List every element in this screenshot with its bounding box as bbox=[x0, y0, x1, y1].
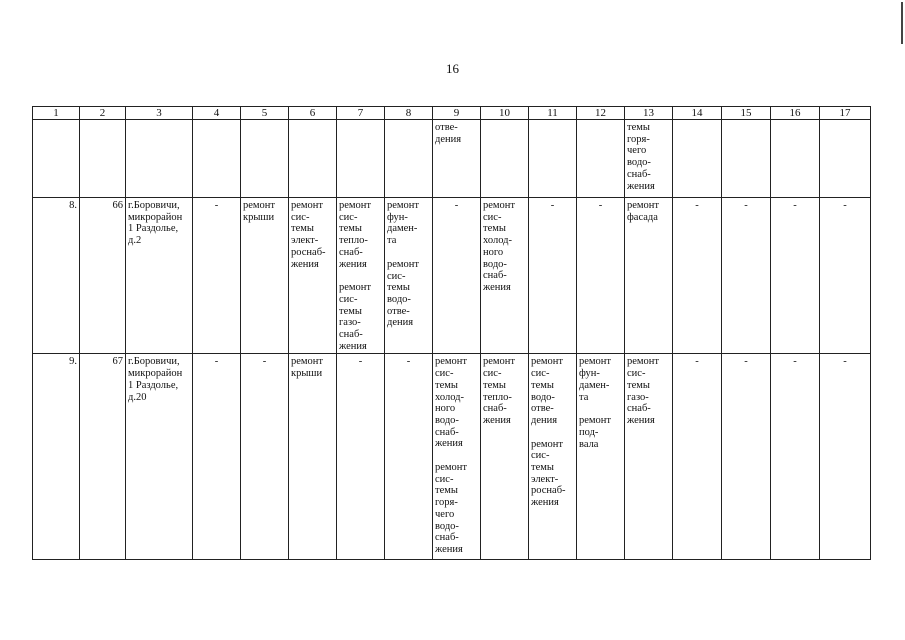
column-header: 14 bbox=[673, 107, 722, 120]
table-cell bbox=[33, 120, 80, 198]
cell-text-line: жения bbox=[339, 258, 367, 270]
table-cell bbox=[433, 354, 481, 560]
table-cell bbox=[625, 354, 673, 560]
cell-text-line: ремонт bbox=[291, 200, 324, 211]
cell-text-line: горя- bbox=[435, 497, 458, 509]
cell-text-block bbox=[627, 200, 670, 223]
column-header: 15 bbox=[722, 107, 771, 120]
table-cell bbox=[771, 120, 820, 198]
cell-text-block bbox=[387, 200, 430, 247]
cell-text-line: элект- bbox=[291, 235, 319, 247]
cell-text-line: сис- bbox=[339, 211, 358, 223]
cell-text-block bbox=[435, 200, 478, 212]
cell-text-line: водо- bbox=[627, 157, 651, 169]
cell-text-block bbox=[339, 200, 382, 270]
cell-text-line: роснаб- bbox=[291, 246, 326, 258]
cell-text-block bbox=[128, 356, 190, 403]
cell-text-line: - bbox=[695, 356, 699, 368]
cell-text-line: дамен- bbox=[387, 223, 418, 235]
table-cell bbox=[241, 120, 289, 198]
cell-text-line: горя- bbox=[627, 133, 650, 145]
cell-text-line: ремонт bbox=[531, 356, 564, 368]
cell-text-line: жения bbox=[483, 414, 511, 426]
cell-text-block bbox=[435, 462, 478, 556]
cell-text-line: сис- bbox=[435, 368, 454, 380]
cell-text-line: сис- bbox=[435, 473, 454, 485]
cell-text-line: газо- bbox=[339, 317, 361, 329]
table-row bbox=[33, 198, 871, 354]
cell-text-line: та bbox=[579, 391, 589, 403]
column-header: 8 bbox=[385, 107, 433, 120]
cell-text-line: темы bbox=[627, 122, 650, 133]
table-cell bbox=[337, 120, 385, 198]
cell-text-line: жения bbox=[483, 281, 511, 293]
cell-text-block bbox=[579, 415, 622, 450]
cell-text-line: - bbox=[843, 356, 847, 368]
table-cell bbox=[433, 198, 481, 354]
table-cell bbox=[577, 198, 625, 354]
table-cell bbox=[673, 198, 722, 354]
cell-text-line: ремонт bbox=[483, 356, 516, 368]
table-cell bbox=[385, 354, 433, 560]
cell-text-line: чего bbox=[435, 508, 455, 520]
column-header: 13 bbox=[625, 107, 673, 120]
table-cell bbox=[193, 198, 241, 354]
cell-text-line: чего bbox=[627, 145, 647, 157]
table-cell bbox=[625, 120, 673, 198]
table-cell bbox=[529, 354, 577, 560]
cell-text-line: - bbox=[843, 200, 847, 211]
cell-text-line: г.Боровичи, bbox=[128, 200, 180, 211]
cell-text-line: крыши bbox=[291, 368, 323, 380]
table-cell bbox=[385, 198, 433, 354]
cell-text-line: темы bbox=[531, 462, 554, 474]
column-header: 5 bbox=[241, 107, 289, 120]
table-cell bbox=[80, 198, 126, 354]
table-cell bbox=[820, 120, 871, 198]
cell-text-line: жения bbox=[435, 543, 463, 555]
table-cell bbox=[193, 354, 241, 560]
cell-text-line: 9. bbox=[69, 356, 77, 368]
cell-text-line: водо- bbox=[435, 414, 459, 426]
cell-text-line: дамен- bbox=[579, 379, 610, 391]
cell-text-block bbox=[35, 200, 77, 212]
cell-text-line: ного bbox=[435, 403, 456, 415]
cell-text-line: жения bbox=[627, 414, 655, 426]
column-header: 12 bbox=[577, 107, 625, 120]
cell-text-line: дения bbox=[531, 414, 558, 426]
table-cell bbox=[722, 120, 771, 198]
cell-text-line: под- bbox=[579, 426, 599, 438]
table-cell bbox=[722, 198, 771, 354]
cell-text-line: - bbox=[406, 356, 411, 368]
column-header: 9 bbox=[433, 107, 481, 120]
cell-text-line: водо- bbox=[387, 293, 411, 305]
cell-text-block bbox=[82, 200, 123, 212]
cell-text-block bbox=[387, 259, 430, 329]
table-cell bbox=[80, 354, 126, 560]
table-cell bbox=[385, 120, 433, 198]
cell-text-line: водо- bbox=[483, 258, 507, 270]
cell-text-line: 67 bbox=[112, 356, 123, 368]
table-cell bbox=[241, 354, 289, 560]
cell-text-block bbox=[675, 356, 719, 368]
cell-text-line: ремонт bbox=[339, 200, 372, 211]
cell-text-block bbox=[291, 200, 334, 270]
column-header: 7 bbox=[337, 107, 385, 120]
table-cell bbox=[820, 354, 871, 560]
table-cell bbox=[433, 120, 481, 198]
cell-text-line: та bbox=[387, 235, 397, 247]
table-cell bbox=[289, 198, 337, 354]
table-cell bbox=[577, 354, 625, 560]
cell-text-block bbox=[579, 356, 622, 403]
cell-text-line: ремонт bbox=[339, 282, 372, 294]
cell-text-block bbox=[195, 200, 238, 212]
table-cell bbox=[80, 120, 126, 198]
table-cell bbox=[337, 354, 385, 560]
table-row bbox=[33, 354, 871, 560]
cell-text-line: микрорайон bbox=[128, 368, 183, 380]
cell-text-line: - bbox=[262, 356, 267, 368]
cell-text-line: - bbox=[214, 200, 219, 211]
table-body bbox=[33, 120, 871, 560]
cell-text-line: жения bbox=[531, 497, 559, 509]
cell-text-line: элект- bbox=[531, 473, 559, 485]
table-cell bbox=[33, 354, 80, 560]
cell-text-block bbox=[822, 200, 868, 212]
cell-text-line: темы bbox=[339, 305, 362, 317]
column-header: 11 bbox=[529, 107, 577, 120]
cell-text-line: вала bbox=[579, 438, 599, 450]
page-number: 16 bbox=[446, 61, 459, 76]
table-cell bbox=[673, 354, 722, 560]
cell-text-line: отве- bbox=[387, 305, 410, 317]
cell-text-line: сис- bbox=[291, 211, 310, 223]
cell-text-line: - bbox=[454, 200, 459, 211]
cell-text-line: водо- bbox=[531, 391, 555, 403]
cell-text-line: г.Боровичи, bbox=[128, 356, 180, 368]
cell-text-block bbox=[82, 356, 123, 368]
cell-text-line: ремонт bbox=[627, 200, 660, 211]
cell-text-line: сис- bbox=[387, 270, 406, 282]
cell-text-block bbox=[773, 356, 817, 368]
cell-text-line: темы bbox=[483, 379, 506, 391]
cell-text-line: 8. bbox=[69, 200, 77, 211]
column-header: 4 bbox=[193, 107, 241, 120]
cell-text-line: сис- bbox=[483, 368, 502, 380]
cell-text-block bbox=[579, 200, 622, 212]
cell-text-line: сис- bbox=[627, 368, 646, 380]
cell-text-line: ремонт bbox=[627, 356, 660, 368]
cell-text-line: снаб- bbox=[339, 329, 363, 341]
cell-text-block bbox=[724, 356, 768, 368]
column-header: 17 bbox=[820, 107, 871, 120]
table-cell bbox=[820, 198, 871, 354]
cell-text-block bbox=[339, 282, 382, 352]
column-header: 10 bbox=[481, 107, 529, 120]
table-cell bbox=[126, 120, 193, 198]
cell-text-line: микрорайон bbox=[128, 211, 183, 223]
cell-text-line: холод- bbox=[435, 391, 464, 403]
table-cell bbox=[33, 198, 80, 354]
cell-text-line: 66 bbox=[112, 200, 123, 211]
cell-text-line: снаб- bbox=[627, 403, 651, 415]
cell-text-line: жения bbox=[339, 340, 367, 352]
cell-text-block bbox=[339, 356, 382, 368]
table-cell bbox=[625, 198, 673, 354]
cell-text-line: д.20 bbox=[128, 391, 147, 403]
cell-text-line: крыши bbox=[243, 211, 275, 223]
cell-text-line: ного bbox=[483, 246, 504, 258]
cell-text-line: жения bbox=[435, 438, 463, 450]
cell-text-line: снаб- bbox=[483, 270, 507, 282]
cell-text-line: газо- bbox=[627, 391, 649, 403]
cell-text-line: - bbox=[793, 356, 797, 368]
cell-text-line: ремонт bbox=[387, 258, 420, 270]
cell-text-line: - bbox=[744, 200, 748, 211]
cell-text-line: ремонт bbox=[291, 356, 324, 368]
column-header: 1 bbox=[33, 107, 80, 120]
cell-text-block bbox=[387, 356, 430, 368]
cell-text-line: фун- bbox=[579, 368, 600, 380]
cell-text-line: ремонт bbox=[579, 415, 612, 427]
column-header: 2 bbox=[80, 107, 126, 120]
table-cell bbox=[481, 120, 529, 198]
cell-text-line: фасада bbox=[627, 211, 658, 223]
table-cell bbox=[481, 198, 529, 354]
cell-text-block bbox=[531, 200, 574, 212]
cell-text-line: отве- bbox=[531, 403, 554, 415]
cell-text-block bbox=[822, 356, 868, 368]
cell-text-line: 1 Раздолье, bbox=[128, 223, 179, 235]
cell-text-line: темы bbox=[435, 379, 458, 391]
cell-text-block bbox=[243, 356, 286, 368]
cell-text-block bbox=[195, 356, 238, 368]
cell-text-line: снаб- bbox=[627, 168, 651, 180]
cell-text-line: темы bbox=[435, 485, 458, 497]
repair-schedule-table bbox=[32, 106, 871, 560]
cell-text-line: тепло- bbox=[483, 391, 512, 403]
cell-text-line: темы bbox=[627, 379, 650, 391]
cell-text-block bbox=[435, 356, 478, 450]
cell-text-block bbox=[35, 356, 77, 368]
cell-text-block bbox=[627, 356, 670, 426]
table-cell bbox=[289, 354, 337, 560]
table-cell bbox=[529, 120, 577, 198]
cell-text-line: д.2 bbox=[128, 235, 142, 247]
cell-text-line: снаб- bbox=[483, 403, 507, 415]
cell-text-line: - bbox=[793, 200, 797, 211]
page-edge-mark bbox=[901, 2, 903, 44]
cell-text-block bbox=[531, 356, 574, 426]
cell-text-block bbox=[243, 200, 286, 223]
cell-text-block bbox=[128, 200, 190, 247]
table-cell bbox=[337, 198, 385, 354]
table-cell bbox=[771, 198, 820, 354]
cell-text-block bbox=[675, 200, 719, 212]
cell-text-line: жения bbox=[291, 258, 319, 270]
cell-text-block bbox=[435, 122, 478, 145]
column-header: 3 bbox=[126, 107, 193, 120]
cell-text-line: дения bbox=[387, 317, 414, 329]
cell-text-line: 1 Раздолье, bbox=[128, 379, 179, 391]
cell-text-line: снаб- bbox=[435, 532, 459, 544]
cell-text-line: жения bbox=[627, 180, 655, 192]
cell-text-line: ремонт bbox=[579, 356, 612, 368]
cell-text-line: темы bbox=[387, 282, 410, 294]
column-header: 6 bbox=[289, 107, 337, 120]
cell-text-line: - bbox=[358, 356, 363, 368]
cell-text-block bbox=[531, 439, 574, 509]
cell-text-block bbox=[483, 356, 526, 426]
cell-text-line: снаб- bbox=[435, 426, 459, 438]
cell-text-line: ремонт bbox=[387, 200, 420, 211]
table-row bbox=[33, 120, 871, 198]
cell-text-line: сис- bbox=[339, 293, 358, 305]
table-cell bbox=[529, 198, 577, 354]
cell-text-line: - bbox=[214, 356, 219, 368]
table-cell bbox=[673, 120, 722, 198]
cell-text-line: ремонт bbox=[531, 438, 564, 450]
cell-text-line: тепло- bbox=[339, 235, 368, 247]
cell-text-line: - bbox=[550, 200, 555, 211]
cell-text-line: сис- bbox=[531, 450, 550, 462]
cell-text-line: темы bbox=[483, 223, 506, 235]
cell-text-line: - bbox=[744, 356, 748, 368]
cell-text-line: снаб- bbox=[339, 246, 363, 258]
cell-text-line: ремонт bbox=[243, 200, 276, 211]
cell-text-line: - bbox=[598, 200, 603, 211]
cell-text-line: ремонт bbox=[435, 356, 468, 368]
cell-text-line: роснаб- bbox=[531, 485, 566, 497]
cell-text-line: холод- bbox=[483, 235, 512, 247]
table-cell bbox=[481, 354, 529, 560]
cell-text-block bbox=[627, 122, 670, 192]
table-header-row bbox=[33, 107, 871, 120]
cell-text-line: водо- bbox=[435, 520, 459, 532]
cell-text-line: - bbox=[695, 200, 699, 211]
cell-text-block bbox=[483, 200, 526, 294]
cell-text-line: дения bbox=[435, 133, 462, 145]
table-cell bbox=[126, 198, 193, 354]
cell-text-block bbox=[291, 356, 334, 379]
cell-text-line: фун- bbox=[387, 211, 408, 223]
table-cell bbox=[193, 120, 241, 198]
cell-text-line: ремонт bbox=[483, 200, 516, 211]
table-cell bbox=[722, 354, 771, 560]
table-cell bbox=[126, 354, 193, 560]
table-cell bbox=[241, 198, 289, 354]
cell-text-line: ремонт bbox=[435, 462, 468, 474]
cell-text-line: темы bbox=[531, 379, 554, 391]
column-header: 16 bbox=[771, 107, 820, 120]
cell-text-line: темы bbox=[291, 223, 314, 235]
cell-text-block bbox=[724, 200, 768, 212]
table-cell bbox=[771, 354, 820, 560]
cell-text-block bbox=[773, 200, 817, 212]
cell-text-line: сис- bbox=[531, 368, 550, 380]
table-cell bbox=[289, 120, 337, 198]
table-cell bbox=[577, 120, 625, 198]
cell-text-line: сис- bbox=[483, 211, 502, 223]
cell-text-line: темы bbox=[339, 223, 362, 235]
cell-text-line: отве- bbox=[435, 122, 458, 133]
